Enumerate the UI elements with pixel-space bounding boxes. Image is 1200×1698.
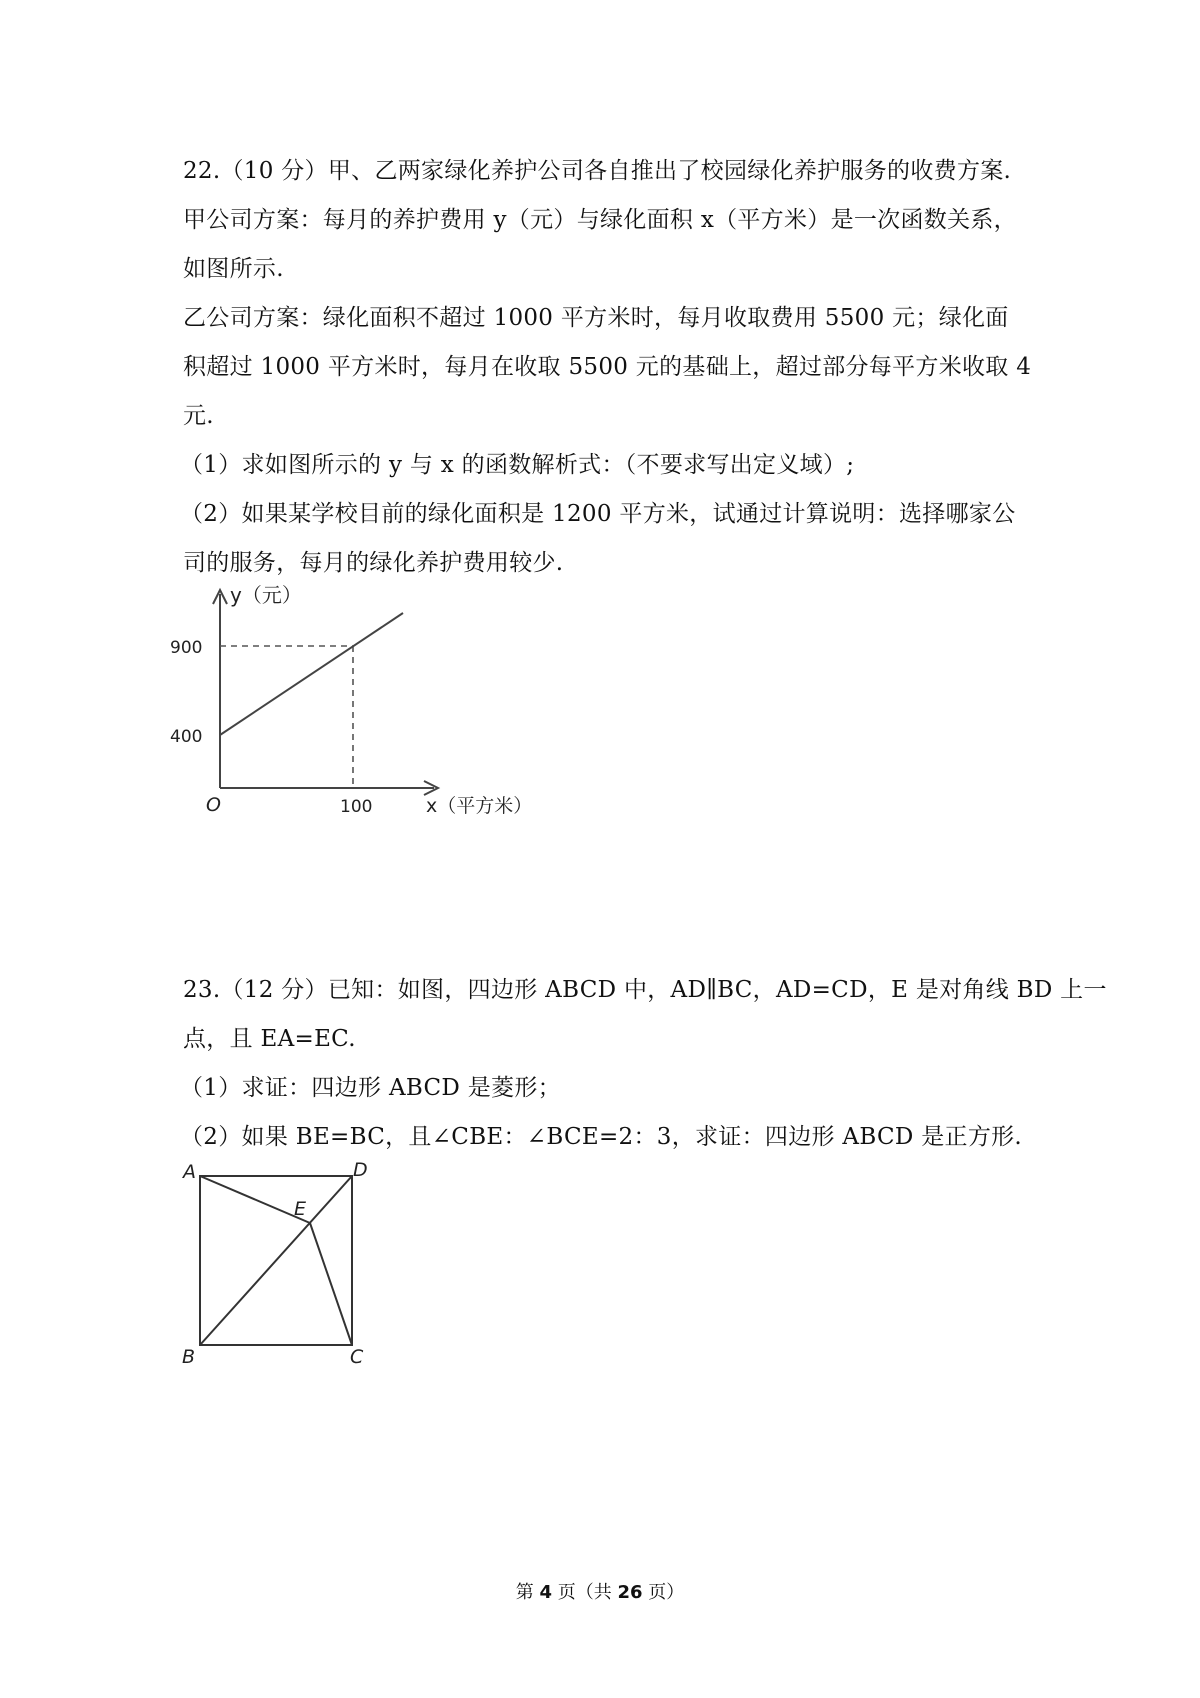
y-axis-label: y（元） (230, 583, 302, 607)
q22-line-1: 22.（10 分）甲、乙两家绿化养护公司各自推出了校园绿化养护服务的收费方案. (183, 158, 1012, 184)
function-line (220, 613, 403, 735)
diagonal-bd (200, 1176, 352, 1345)
footer-page-number: 4 (539, 1582, 552, 1603)
vertex-label-e: E (294, 1198, 307, 1220)
q23-quadrilateral-figure (180, 1160, 380, 1380)
q22-line-5: 积超过 1000 平方米时，每月在收取 5500 元的基础上，超过部分每平方米收取 4 (183, 354, 1032, 380)
q22-part-2: （2）如果某学校目前的绿化面积是 1200 平方米，试通过计算说明：选择哪家公 (180, 501, 1016, 527)
footer-total-pages: 26 (617, 1582, 643, 1603)
q22-line-2: 甲公司方案：每月的养护费用 y（元）与绿化面积 x（平方米）是一次函数关系， (183, 207, 1017, 233)
q22-function-graph (170, 578, 570, 818)
vertex-label-d: D (353, 1160, 368, 1181)
footer-suffix: 页） (648, 1582, 685, 1603)
q23-line-1: 23.（12 分）已知：如图，四边形 ABCD 中，AD∥BC，AD=CD，E 是对角线 BD 上一 (183, 977, 1107, 1003)
footer-prefix: 第 (515, 1582, 534, 1603)
q22-line-9: 司的服务，每月的绿化养护费用较少. (183, 550, 564, 576)
page-footer (0, 1582, 1200, 1604)
segment-ec (310, 1223, 352, 1345)
origin-label: O (206, 794, 221, 816)
x-tick-100: 100 (340, 797, 373, 817)
y-tick-900: 900 (170, 638, 203, 658)
y-tick-400: 400 (170, 727, 203, 747)
q22-part-1: （1）求如图所示的 y 与 x 的函数解析式：（不要求写出定义域）; (180, 452, 855, 478)
x-axis-label: x（平方米） (426, 795, 533, 817)
q23-part-2: （2）如果 BE=BC，且∠CBE：∠BCE=2：3，求证：四边形 ABCD 是正方形. (180, 1124, 1023, 1150)
footer-middle: 页（共 (557, 1582, 612, 1603)
q22-line-3: 如图所示. (183, 256, 284, 282)
vertex-label-a: A (183, 1161, 196, 1183)
vertex-label-b: B (182, 1346, 196, 1368)
vertex-label-c: C (350, 1346, 364, 1368)
q23-line-2: 点，且 EA=EC. (183, 1026, 356, 1052)
q23-part-1: （1）求证：四边形 ABCD 是菱形； (180, 1075, 561, 1101)
q22-line-4: 乙公司方案：绿化面积不超过 1000 平方米时，每月收取费用 5500 元；绿化面 (183, 305, 1009, 331)
q22-line-6: 元. (183, 403, 214, 429)
